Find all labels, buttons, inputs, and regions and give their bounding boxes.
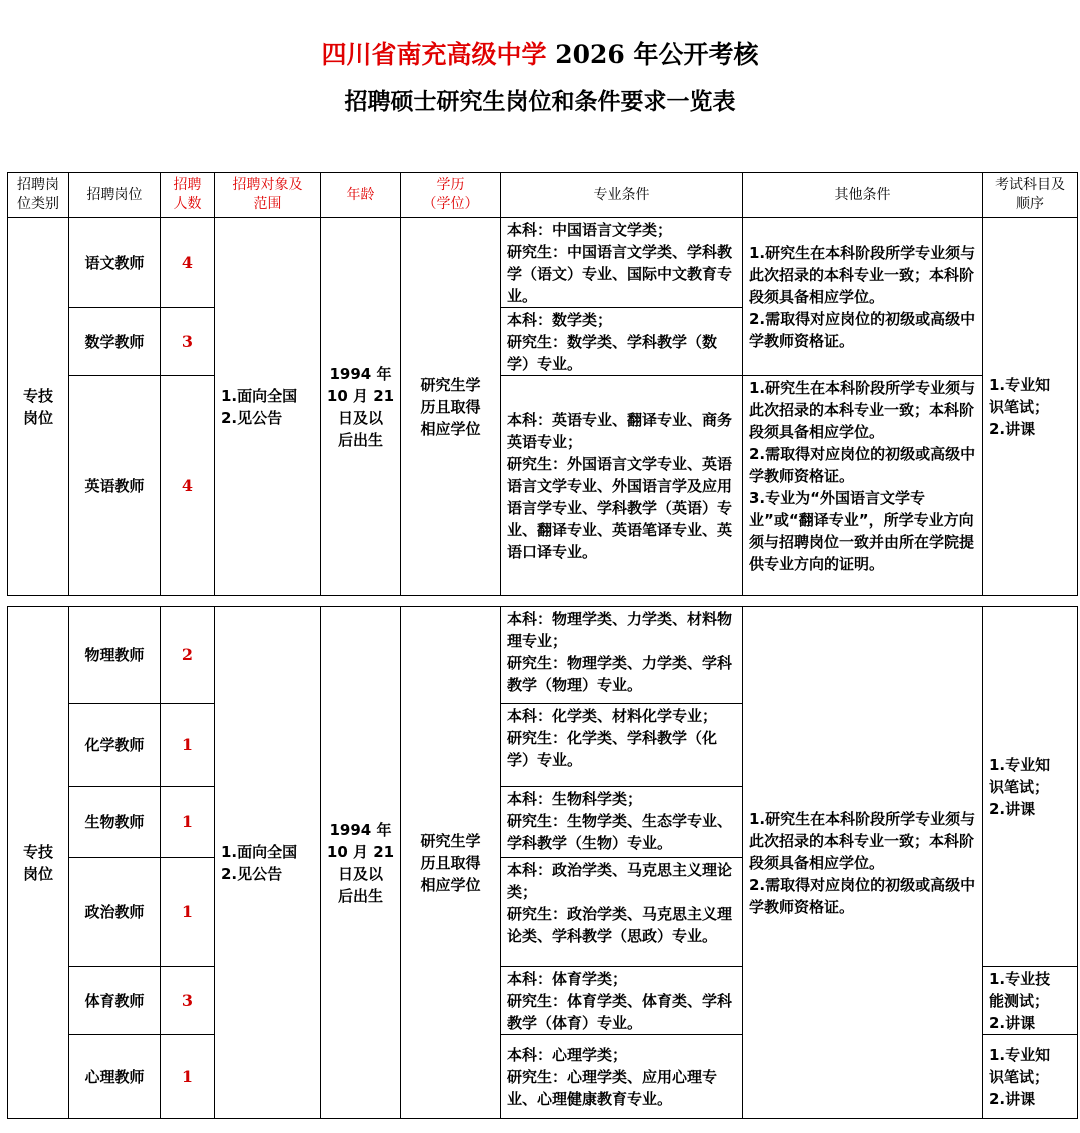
position-cell: 生物教师 — [69, 787, 161, 858]
title-year: 2026 — [555, 40, 625, 69]
category-cell: 专技 岗位 — [8, 218, 69, 596]
table-row — [8, 607, 1078, 704]
count-cell: 1 — [161, 858, 215, 967]
major-cell: 本科：化学类、材料化学专业； 研究生：化学类、学科教学（化学）专业。 — [501, 704, 743, 787]
major-cell: 本科：生物科学类； 研究生：生物学类、生态学专业、学科教学（生物）专业。 — [501, 787, 743, 858]
header-age: 年龄 — [321, 173, 401, 218]
table-row — [8, 376, 1078, 596]
target-cell: 1.面向全国 2.见公告 — [215, 607, 321, 1119]
age-cell: 1994 年 10 月 21 日及以 后出生 — [321, 607, 401, 1119]
exam-cell: 1.专业知 识笔试； 2.讲课 — [983, 218, 1078, 596]
exam-cell: 1.专业知 识笔试； 2.讲课 — [983, 1035, 1078, 1119]
major-cell: 本科：英语专业、翻译专业、商务英语专业； 研究生：外国语言文学专业、英语语言文学专业、外国语言学及应用语言学专业、学科教学（英语）专业、翻译专业、英语笔译专业、英语口译专业。 — [501, 376, 743, 596]
position-cell: 化学教师 — [69, 704, 161, 787]
count-cell: 4 — [161, 376, 215, 596]
recruitment-table-2 — [7, 606, 1078, 1119]
target-cell: 1.面向全国 2.见公告 — [215, 218, 321, 596]
title-rest: 年公开考核 — [633, 40, 759, 69]
school-name: 四川省南充高级中学 — [321, 40, 547, 69]
header-degree: 学历 （学位） — [401, 173, 501, 218]
count-cell: 1 — [161, 787, 215, 858]
header-row — [8, 173, 1078, 218]
count-cell: 1 — [161, 704, 215, 787]
document-subtitle: 招聘硕士研究生岗位和条件要求一览表 — [344, 89, 736, 115]
table-row — [8, 218, 1078, 308]
exam-cell: 1.专业知 识笔试； 2.讲课 — [983, 607, 1078, 967]
recruitment-table-1 — [7, 172, 1078, 596]
category-cell: 专技 岗位 — [8, 607, 69, 1119]
other-cell: 1.研究生在本科阶段所学专业须与此次招录的本科专业一致；本科阶段须具备相应学位。 2.需取得对应岗位的初级或高级中学教师资格证。 — [743, 218, 983, 376]
other-cell: 1.研究生在本科阶段所学专业须与此次招录的本科专业一致；本科阶段须具备相应学位。 2.需取得对应岗位的初级或高级中学教师资格证。 — [743, 607, 983, 1119]
count-cell: 3 — [161, 967, 215, 1035]
age-cell: 1994 年 10 月 21 日及以 后出生 — [321, 218, 401, 596]
position-cell: 体育教师 — [69, 967, 161, 1035]
position-cell: 英语教师 — [69, 376, 161, 596]
header-major: 专业条件 — [501, 173, 743, 218]
position-cell: 心理教师 — [69, 1035, 161, 1119]
exam-cell: 1.专业技 能测试； 2.讲课 — [983, 967, 1078, 1035]
position-cell: 政治教师 — [69, 858, 161, 967]
document-title — [0, 38, 1080, 72]
header-count: 招聘 人数 — [161, 173, 215, 218]
major-cell: 本科：政治学类、马克思主义理论类； 研究生：政治学类、马克思主义理论类、学科教学（思政）专业。 — [501, 858, 743, 967]
header-position: 招聘岗位 — [69, 173, 161, 218]
major-cell: 本科：物理学类、力学类、材料物理专业； 研究生：物理学类、力学类、学科教学（物理）专业。 — [501, 607, 743, 704]
degree-cell: 研究生学 历且取得 相应学位 — [401, 607, 501, 1119]
major-cell: 本科：心理学类； 研究生：心理学类、应用心理专业、心理健康教育专业。 — [501, 1035, 743, 1119]
position-cell: 物理教师 — [69, 607, 161, 704]
header-category: 招聘岗 位类别 — [8, 173, 69, 218]
header-other: 其他条件 — [743, 173, 983, 218]
count-cell: 1 — [161, 1035, 215, 1119]
count-cell: 3 — [161, 308, 215, 376]
count-cell: 4 — [161, 218, 215, 308]
header-target: 招聘对象及 范围 — [215, 173, 321, 218]
other-cell: 1.研究生在本科阶段所学专业须与此次招录的本科专业一致；本科阶段须具备相应学位。 2.需取得对应岗位的初级或高级中学教师资格证。 3.专业为“外国语言文学专业”或“翻译专业”，所学专业方向须与招聘岗位一致并由所在学院提供专业方向的证明。 — [743, 376, 983, 596]
position-cell: 数学教师 — [69, 308, 161, 376]
count-cell: 2 — [161, 607, 215, 704]
major-cell: 本科：中国语言文学类； 研究生：中国语言文学类、学科教学（语文）专业、国际中文教育专业。 — [501, 218, 743, 308]
major-cell: 本科：数学类； 研究生：数学类、学科教学（数学）专业。 — [501, 308, 743, 376]
header-exam: 考试科目及 顺序 — [983, 173, 1078, 218]
position-cell: 语文教师 — [69, 218, 161, 308]
degree-cell: 研究生学 历且取得 相应学位 — [401, 218, 501, 596]
major-cell: 本科：体育学类； 研究生：体育学类、体育类、学科教学（体育）专业。 — [501, 967, 743, 1035]
